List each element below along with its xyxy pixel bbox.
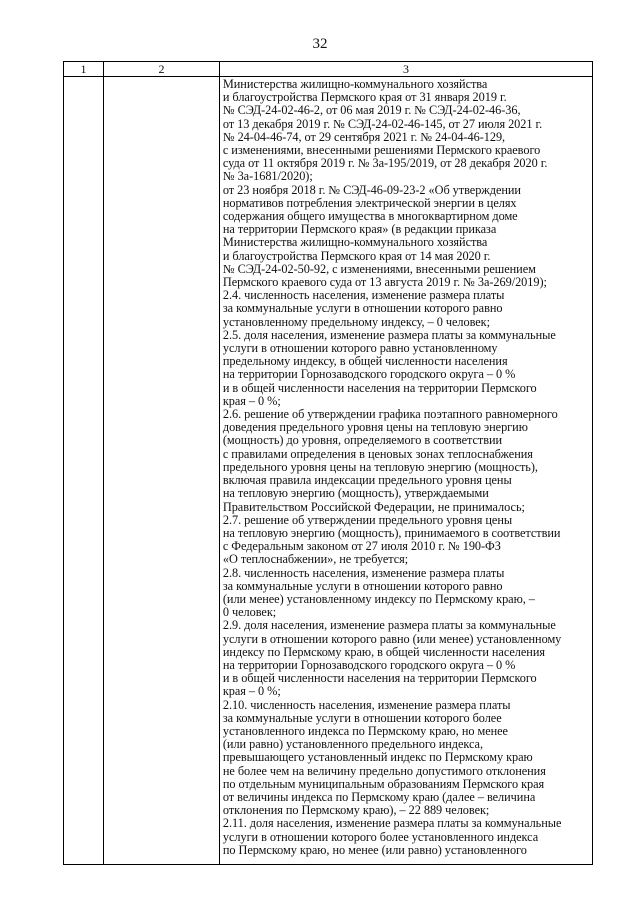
text-line: «О теплоснабжении», не требуется; <box>222 552 409 567</box>
page-number: 32 <box>312 36 328 52</box>
column-header-3: 3 <box>219 62 592 77</box>
text-line: по Пермскому краю, но менее (или равно) установленного <box>222 842 527 857</box>
text-line: на территории Горнозаводского городского округа – 0 % <box>222 367 516 382</box>
document-table <box>63 61 593 865</box>
text-line: 2.9. доля населения, изменение размера платы за коммунальные <box>222 618 556 633</box>
text-line: услуги в отношении которого равно установленному <box>222 341 498 356</box>
text-line: от 23 ноября 2018 г. № СЭД-46-09-23-2 «Об утверждении <box>222 182 521 197</box>
text-line: установленному предельному индексу, – 0 человек; <box>222 314 490 329</box>
table-body-row <box>64 77 593 865</box>
text-line: предельного уровня цены на тепловую энергию (мощность), <box>222 459 538 474</box>
text-line: включая правила индексации предельного уровня цены <box>222 473 512 488</box>
text-line: содержания общего имущества в многоквартирном доме <box>222 209 518 224</box>
text-line: 2.10. численность населения, изменение размера платы <box>222 697 511 712</box>
text-line: 2.8. численность населения, изменение размера платы <box>222 565 505 580</box>
text-line: доведения предельного уровня цены на тепловую энергию <box>222 420 528 435</box>
text-line: индексу по Пермскому краю, в общей численности населения <box>222 644 545 659</box>
text-line: 0 человек; <box>222 605 277 620</box>
text-line: (или равно) установленного предельного индекса, <box>222 737 483 752</box>
text-line: 2.7. решение об утверждении предельного уровня цены <box>222 512 513 527</box>
column-header-2: 2 <box>104 62 220 77</box>
text-line: края – 0 %; <box>222 393 281 408</box>
text-line: Министерства жилищно-коммунального хозяйства <box>222 77 488 91</box>
text-line: превышающего установленный индекс по Пермскому краю <box>222 750 533 765</box>
text-line: от величины индекса по Пермскому краю (далее – величина <box>222 789 536 804</box>
text-line: № 24-04-46-74, от 29 сентября 2021 г. № 24-04-46-129, <box>222 129 506 144</box>
text-line: с правилами определения в ценовых зонах теплоснабжения <box>222 446 533 461</box>
text-line: нормативов потребления электрической энергии в целях <box>222 195 517 210</box>
text-line: на территории Пермского края» (в редакции приказа <box>222 222 497 237</box>
text-line: предельному индексу, в общей численности населения <box>222 354 508 369</box>
text-line: и благоустройства Пермского края от 14 мая 2020 г. <box>222 248 491 263</box>
text-line: и в общей численности населения на территории Пермского <box>222 380 537 395</box>
column-2-cell <box>104 77 220 865</box>
text-line: № СЭД-24-02-50-92, с изменениями, внесенными решением <box>222 261 536 276</box>
text-line: и в общей численности населения на территории Пермского <box>222 671 537 686</box>
column-3-text <box>219 77 592 865</box>
text-line: на территории Горнозаводского городского округа – 0 % <box>222 657 516 672</box>
text-line: 2.11. доля населения, изменение размера платы за коммунальные <box>222 816 562 831</box>
text-line: суда от 11 октября 2019 г. № 3а-195/2019, от 28 декабря 2020 г. <box>222 156 548 171</box>
text-line: установленного индекса по Пермскому краю, но менее <box>222 723 508 738</box>
column-header-1: 1 <box>64 62 104 77</box>
text-line: за коммунальные услуги в отношении которого равно <box>222 578 503 593</box>
text-line: (мощность) до уровня, определяемого в соответствии <box>222 433 503 448</box>
text-line: с Федеральным законом от 27 июля 2010 г. № 190-ФЗ <box>222 539 501 554</box>
text-line: от 13 декабря 2019 г. № СЭД-24-02-46-145, от 27 июля 2021 г. <box>222 116 543 131</box>
text-line: с изменениями, внесенными решениями Пермского краевого <box>222 143 541 158</box>
text-line: за коммунальные услуги в отношении которого равно <box>222 301 503 316</box>
text-line: на тепловую энергию (мощность), принимаемого в соответствии <box>222 525 561 540</box>
text-line: Министерства жилищно-коммунального хозяйства <box>222 235 488 250</box>
text-line: услуги в отношении которого более установленного индекса <box>222 829 539 844</box>
text-line: № 3а-1681/2020); <box>222 169 313 184</box>
text-line: края – 0 %; <box>222 684 281 699</box>
text-line: (или менее) установленному индексу по Пермскому краю, – <box>222 591 535 606</box>
text-line: и благоустройства Пермского края от 31 января 2019 г. <box>222 90 507 105</box>
column-1-cell <box>64 77 104 865</box>
text-line: № СЭД-24-02-46-2, от 06 мая 2019 г. № СЭД-24-02-46-36, <box>222 103 521 118</box>
text-line: отклонения по Пермскому краю), – 22 889 человек; <box>222 803 490 818</box>
text-line: по отдельным муниципальным образованиям Пермского края <box>222 776 545 791</box>
text-line: Пермского краевого суда от 13 августа 2019 г. № 3а-269/2019); <box>222 275 547 290</box>
text-line: 2.5. доля населения, изменение размера платы за коммунальные <box>222 327 556 342</box>
text-line: 2.6. решение об утверждении графика поэтапного равномерного <box>222 407 558 422</box>
text-line: услуги в отношении которого равно (или менее) установленному <box>222 631 562 646</box>
text-line: Правительством Российской Федерации, не принималось; <box>222 499 525 514</box>
text-line: за коммунальные услуги в отношении которого более <box>222 710 502 725</box>
text-line: не более чем на величину предельно допустимого отклонения <box>222 763 546 778</box>
text-line: 2.4. численность населения, изменение размера платы <box>222 288 505 303</box>
table-header-row <box>64 62 593 77</box>
text-line: на тепловую энергию (мощность), утверждаемыми <box>222 486 489 501</box>
